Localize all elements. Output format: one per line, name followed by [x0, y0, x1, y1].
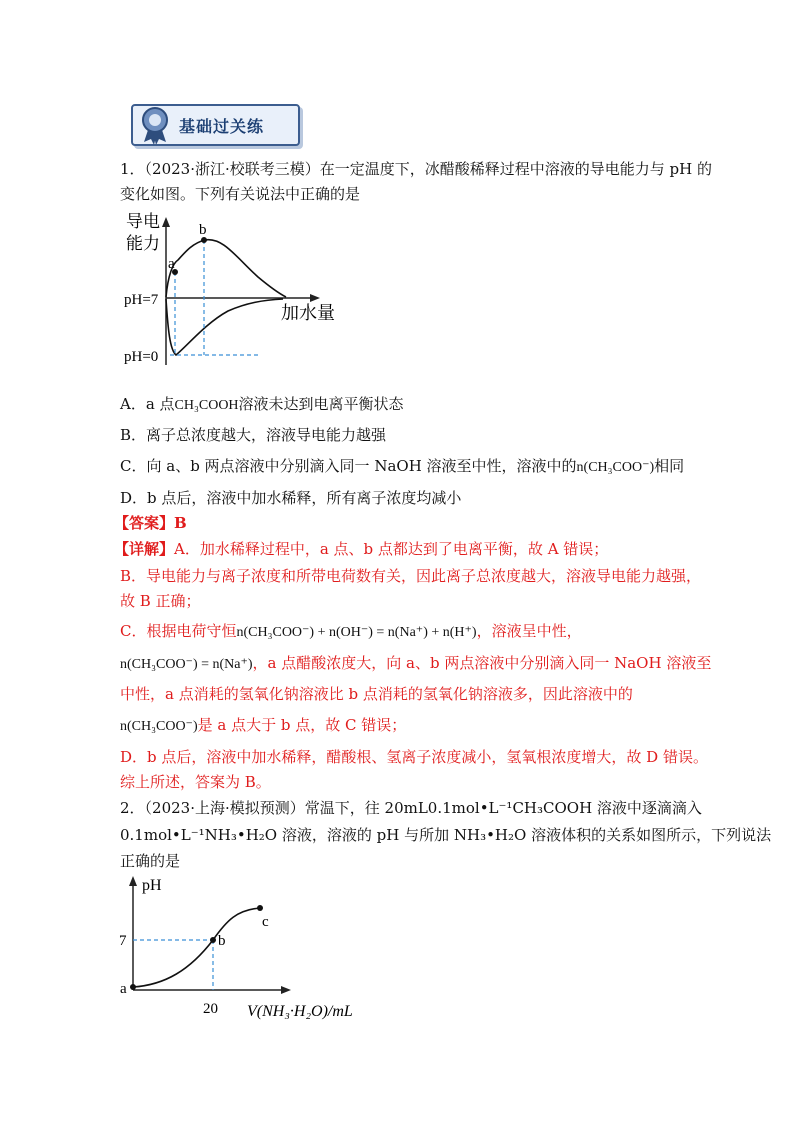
q1-ylabel-line1: 导电 — [126, 212, 160, 231]
q1-stem-line1: 1．（2023·浙江·校联考三模）在一定温度下，冰醋酸稀释过程中溶液的导电能力与 pH 的 — [120, 160, 712, 178]
medal-icon — [121, 100, 181, 150]
q1-stem-line2: 变化如图。下列有关说法中正确的是 — [120, 185, 361, 203]
q1-xlabel: 加水量 — [281, 303, 335, 323]
q1-detail-c1: C．根据电荷守恒n(CH₃COO⁻) + n(OH⁻) = n(Na⁺) + n(H⁺)，溶液呈中性， — [120, 622, 582, 640]
q1-detail-c2: n(CH₃COO⁻) = n(Na⁺)，a 点醋酸浓度大，向 a、b 两点溶液中分别滴入同一 NaOH 溶液至 — [120, 654, 712, 672]
q1-detail-c4: n(CH₃COO⁻)是 a 点大于 b 点，故 C 错误； — [120, 716, 407, 734]
q2-stem-line2: 0.1mol•L⁻¹NH₃•H₂O 溶液，溶液的 pH 与所加 NH₃•H₂O 溶液体积的关系如图所示，下列说法 — [120, 826, 772, 844]
q2-point-a-label: a — [120, 981, 127, 997]
q1-conductivity-curve — [166, 240, 286, 297]
q1-detail-b1: B．导电能力与离子浓度和所带电荷数有关，因此离子总浓度越大，溶液导电能力越强， — [120, 567, 702, 585]
q1-ylabel-line2: 能力 — [126, 234, 160, 253]
q2-x-tick-20: 20 — [203, 1001, 218, 1017]
q1-y-axis-arrow — [162, 217, 170, 227]
q2-point-a — [130, 984, 136, 990]
section-title: 基础过关练 — [179, 117, 265, 136]
q2-y-tick-7: 7 — [119, 933, 127, 949]
q1-point-b-label: b — [199, 222, 207, 238]
q1-x-axis-arrow — [310, 294, 320, 302]
q1-detail-b2: 故 B 正确； — [120, 592, 201, 610]
q2-point-c-label: c — [262, 914, 269, 930]
q1-ph-curve — [166, 299, 283, 355]
q2-y-axis-arrow — [129, 876, 137, 886]
q2-ph-curve — [133, 908, 260, 987]
q1-chart — [118, 205, 348, 375]
q2-x-axis-arrow — [281, 986, 291, 994]
q1-point-a-label: a — [168, 256, 175, 272]
q2-stem-line3: 正确的是 — [120, 852, 181, 870]
q2-point-c — [257, 905, 263, 911]
q2-point-b — [210, 937, 216, 943]
q2-stem-line1: 2．（2023·上海·模拟预测）常温下，往 20mL0.1mol•L⁻¹CH₃COOH 溶液中逐滴滴入 — [120, 799, 702, 817]
q1-option-b: B．离子总浓度越大，溶液导电能力越强 — [120, 426, 387, 444]
q1-option-a: A．a 点CH₃COOH溶液未达到电离平衡状态 — [120, 395, 404, 413]
q2-chart — [115, 870, 375, 1025]
q1-ph7-label: pH=7 — [124, 292, 159, 308]
q2-point-b-label: b — [218, 933, 226, 949]
q1-detail-d: D．b 点后，溶液中加水稀释，醋酸根、氢离子浓度减小，氢氧根浓度增大，故 D 错误。 — [120, 748, 708, 766]
q1-option-d: D．b 点后，溶液中加水稀释，所有离子浓度均减小 — [120, 489, 462, 507]
section-badge — [121, 100, 301, 150]
q1-detail-a: 【详解】A．加水稀释过程中，a 点、b 点都达到了电离平衡，故 A 错误； — [114, 540, 609, 558]
q1-ph0-label: pH=0 — [124, 349, 159, 365]
q2-ylabel: pH — [142, 877, 162, 894]
q1-detail-c3: 中性，a 点消耗的氢氧化钠溶液比 b 点消耗的氢氧化钠溶液多，因此溶液中的 — [120, 685, 633, 703]
q1-answer: 【答案】B — [114, 514, 187, 532]
q1-option-c: C．向 a、b 两点溶液中分别滴入同一 NaOH 溶液至中性，溶液中的n(CH₃COO⁻)相同 — [120, 457, 685, 475]
q1-summary: 综上所述，答案为 B。 — [120, 773, 271, 791]
q2-xlabel: V(NH₃·H₂O)/mL — [247, 1003, 353, 1020]
